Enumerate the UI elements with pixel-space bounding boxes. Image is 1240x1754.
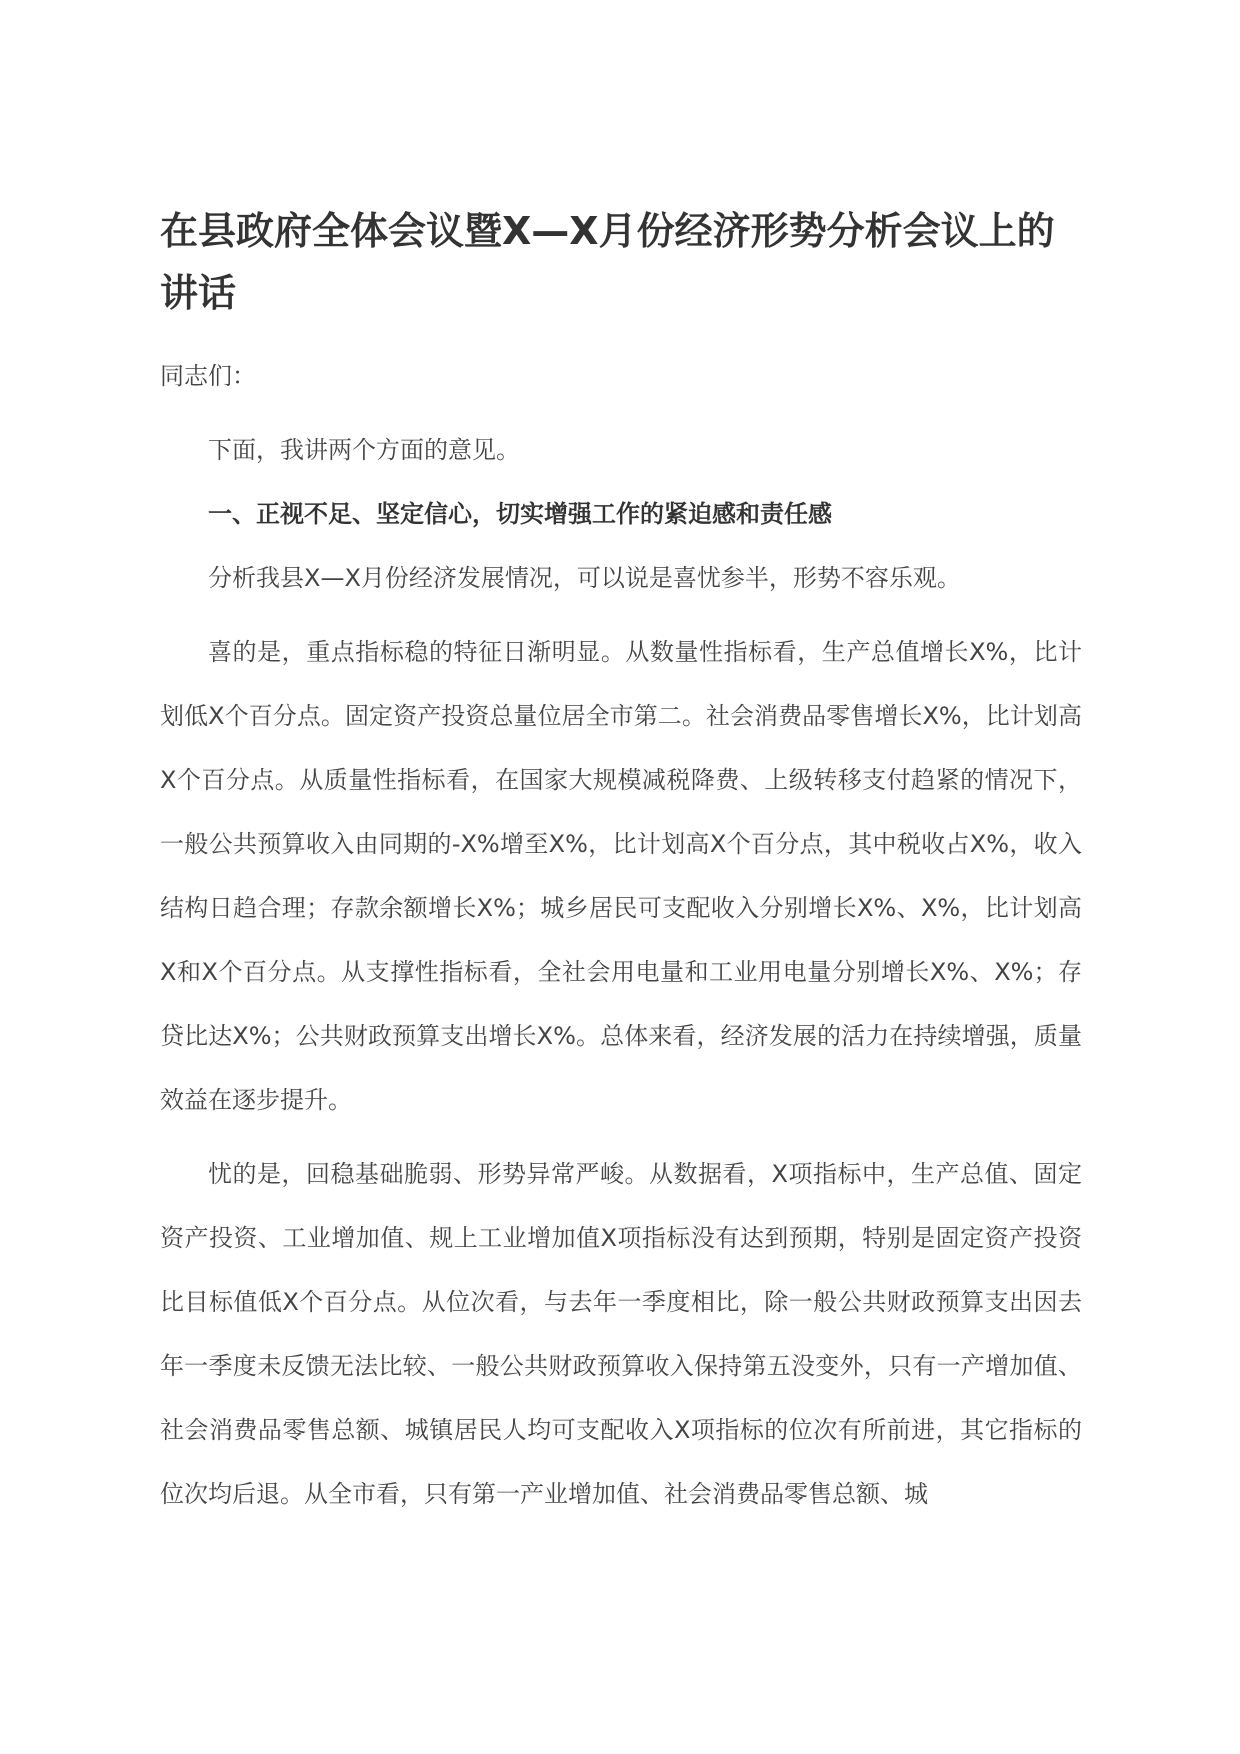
paragraph-positive: 喜的是，重点指标稳的特征日渐明显。从数量性指标看，生产总值增长X%，比计划低X个百分点。固定资产投资总量位居全市第二。社会消费品零售增长X%，比计划高X个百分点。从质量性指标看，在国家大规模减税降费、上级转移支付趋紧的情况下，一般公共预算收入由同期的-X%增至X%，比计划高X个百分点，其中税收占X%，收入结构日趋合理；存款余额增长X%；城乡居民可支配收入分别增长X%、X%，比计划高X和X个百分点。从支撑性指标看，全社会用电量和工业用电量分别增长X%、X%；存贷比达X%；公共财政预算支出增长X%。总体来看，经济发展的活力在持续增强，质量效益在逐步提升。 [160,638,1082,1114]
paragraph-concerns: 忧的是，回稳基础脆弱、形势异常严峻。从数据看，X项指标中，生产总值、固定资产投资、工业增加值、规上工业增加值X项指标没有达到预期，特别是固定资产投资比目标值低X个百分点。从位次看，与去年一季度相比，除一般公共财政预算支出因去年一季度未反馈无法比较、一般公共财政预算收入保持第五没变外，只有一产增加值、社会消费品零售总额、城镇居民人均可支配收入X项指标的位次有所前进，其它指标的位次均后退。从全市看，只有第一产业增加值、社会消费品零售总额、城 [160,1160,1082,1508]
paragraph-overview: 分析我县X—X月份经济发展情况，可以说是喜忧参半，形势不容乐观。 [208,564,961,592]
section-heading: 一、正视不足、坚定信心，切实增强工作的紧迫感和责任感 [208,500,832,528]
salutation: 同志们： [160,362,256,390]
document-page [160,200,1082,1526]
document-title: 在县政府全体会议暨X—X月份经济形势分析会议上的讲话 [160,209,1055,315]
intro-paragraph: 下面，我讲两个方面的意见。 [208,436,520,464]
